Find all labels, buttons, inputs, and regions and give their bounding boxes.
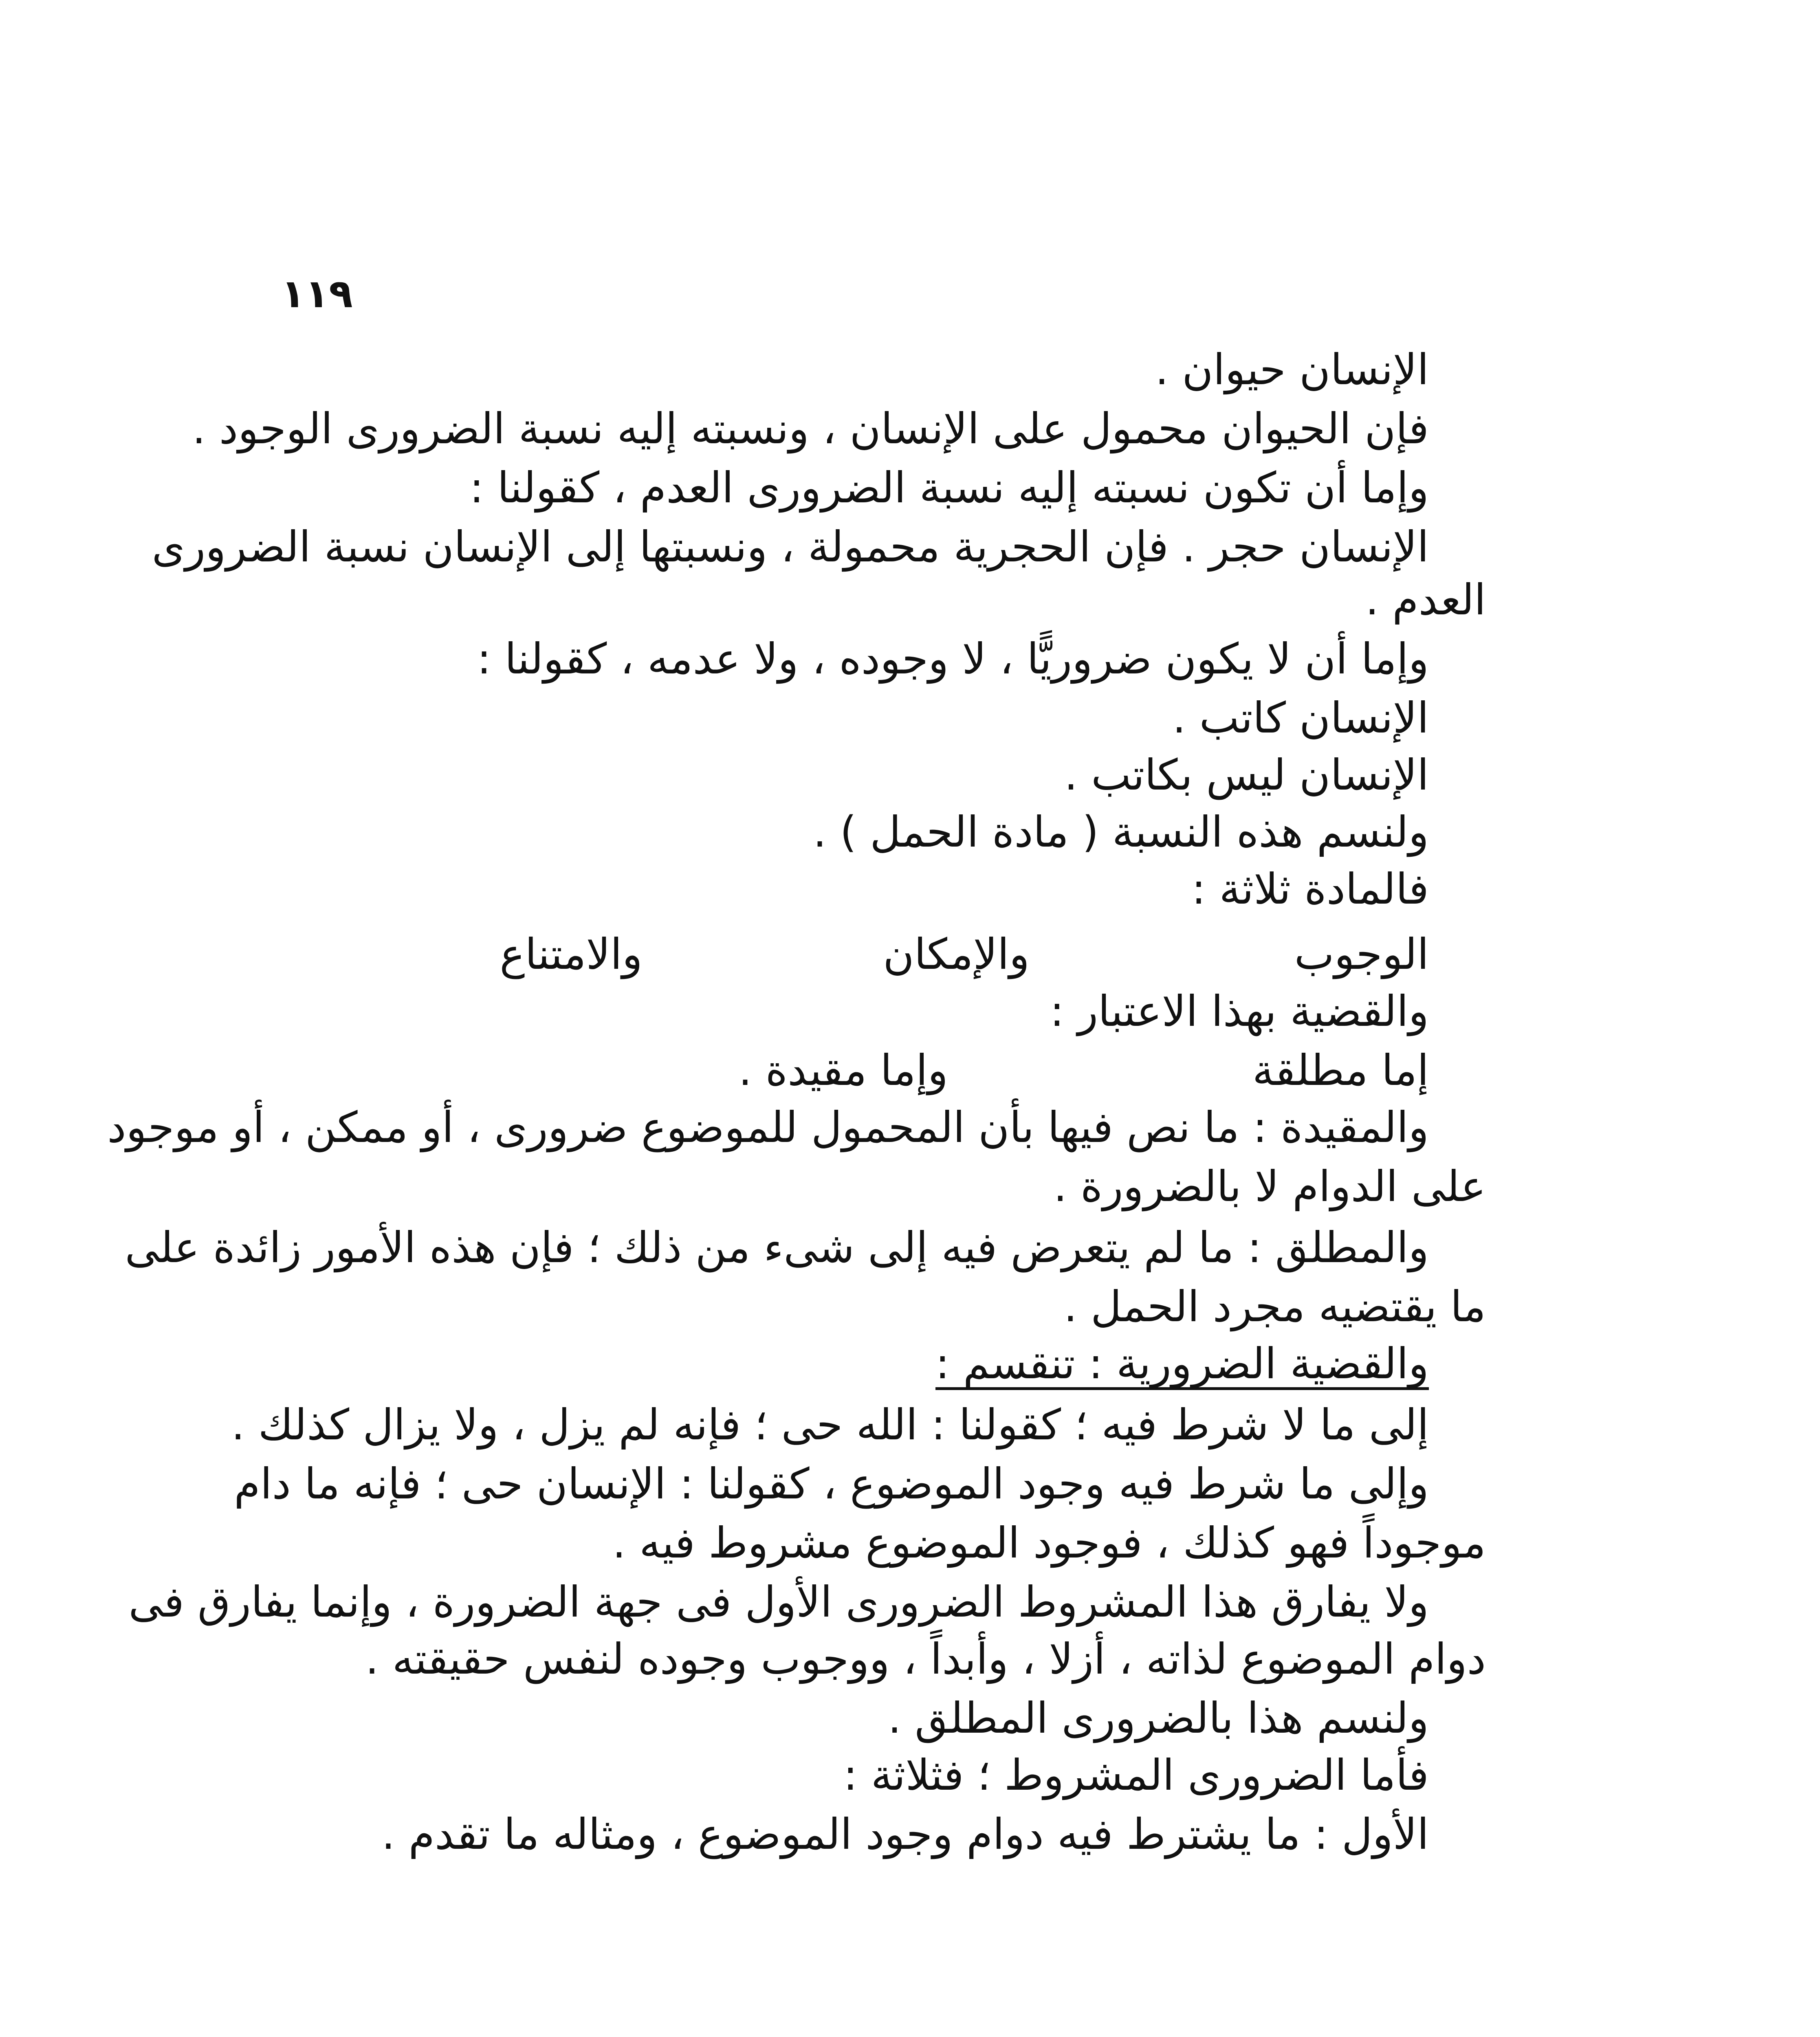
text-line: وإما أن تكون نسبته إليه نسبة الضرورى العدم ، كقولنا :	[469, 463, 1429, 513]
text-line: ولنسم هذه النسبة ( مادة الحمل ) .	[813, 807, 1429, 857]
material-item: والامتناع	[500, 929, 643, 979]
text-line: والمطلق : ما لم يتعرض فيه إلى شىء من ذلك ؛ فإن هذه الأمور زائدة على	[125, 1223, 1429, 1272]
proposition-type: إما مطلقة	[1252, 1045, 1429, 1095]
material-item: والإمكان	[883, 929, 1030, 979]
text-line: والمقيدة : ما نص فيها بأن المحمول للموضوع ضرورى ، أو ممكن ، أو موجود	[107, 1102, 1429, 1152]
text-line: العدم .	[1365, 575, 1486, 625]
text-line: والقضية بهذا الاعتبار :	[1050, 986, 1429, 1036]
text-line: فأما الضرورى المشروط ؛ فثلاثة :	[843, 1750, 1429, 1800]
text-line: ولنسم هذا بالضرورى المطلق .	[888, 1693, 1429, 1743]
text-line: وإلى ما شرط فيه وجود الموضوع ، كقولنا : الإنسان حى ؛ فإنه ما دام	[234, 1459, 1429, 1509]
text-line: ولا يفارق هذا المشروط الضرورى الأول فى جهة الضرورة ، وإنما يفارق فى	[128, 1577, 1429, 1627]
text-line: الإنسان ليس بكاتب .	[1064, 750, 1429, 800]
text-line: ما يقتضيه مجرد الحمل .	[1063, 1282, 1486, 1331]
text-line: دوام الموضوع لذاته ، أزلا ، وأبداً ، ووجوب وجوده لنفس حقيقته .	[365, 1634, 1486, 1684]
text-line: الأول : ما يشترط فيه دوام وجود الموضوع ، ومثاله ما تقدم .	[381, 1809, 1429, 1859]
text-line: والقضية الضرورية : تنقسم :	[935, 1342, 1429, 1390]
text-line: موجوداً فهو كذلك ، فوجود الموضوع مشروط فيه .	[612, 1518, 1486, 1568]
text-line: فإن الحيوان محمول على الإنسان ، ونسبته إليه نسبة الضرورى الوجود .	[192, 404, 1429, 453]
text-line: إلى ما لا شرط فيه ؛ كقولنا : الله حى ؛ فإنه لم يزل ، ولا يزال كذلك .	[231, 1400, 1429, 1450]
text-line: على الدوام لا بالضرورة .	[1053, 1161, 1486, 1211]
text-line: الإنسان حجر . فإن الحجرية محمولة ، ونسبتها إلى الإنسان نسبة الضرورى	[152, 522, 1429, 572]
text-line: فالمادة ثلاثة :	[1191, 864, 1429, 914]
proposition-type: وإما مقيدة .	[738, 1045, 948, 1095]
material-item: الوجوب	[1294, 929, 1429, 979]
text-line: الإنسان كاتب .	[1172, 693, 1429, 743]
page-number: ١١٩	[281, 271, 353, 317]
text-line: الإنسان حيوان .	[1155, 345, 1429, 394]
text-line: وإما أن لا يكون ضروريًّا ، لا وجوده ، ولا عدمه ، كقولنا :	[477, 634, 1429, 684]
